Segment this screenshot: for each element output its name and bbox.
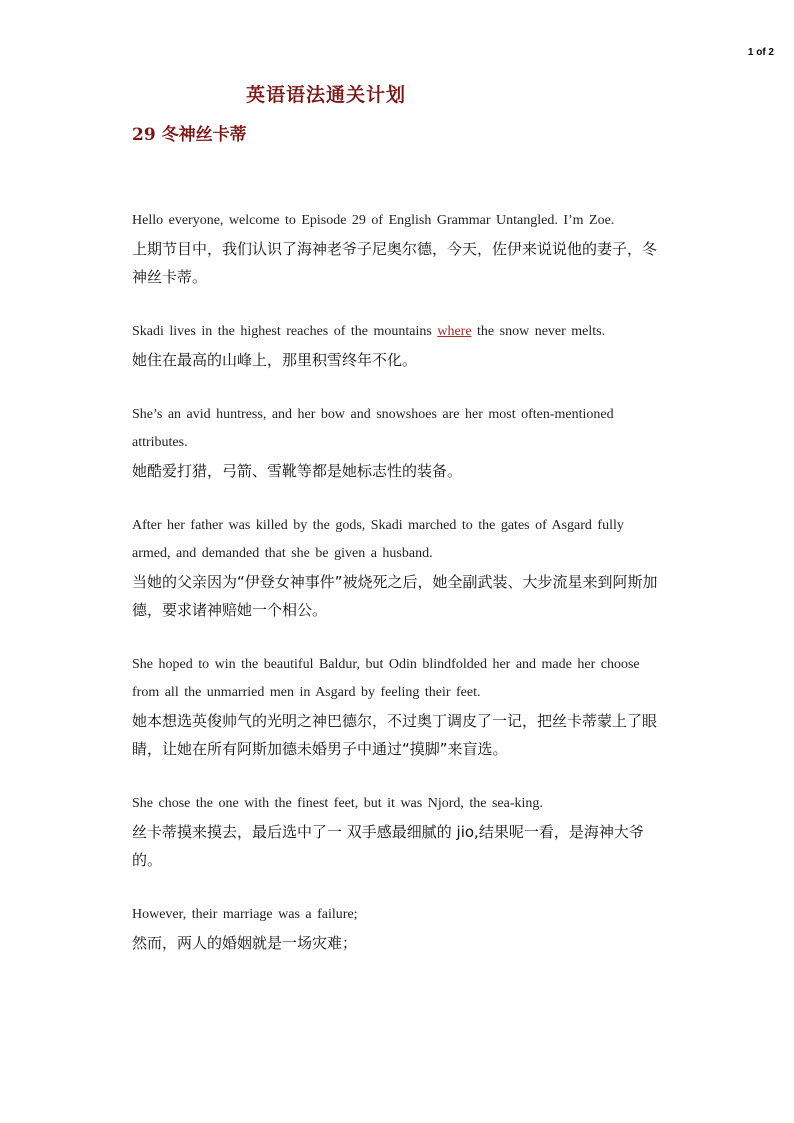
paragraph (132, 651, 667, 763)
chinese-text: 她本想选英俊帅气的光明之神巴德尔，不过奥丁调皮了一记，把丝卡蒂蒙上了眼睛，让她在所有阿斯加德未婚男子中通过“摸脚”来盲选。 (132, 712, 658, 758)
document-title: 英语语法通关计划 (246, 84, 407, 106)
chinese-text: 丝卡蒂摸来摸去，最后选中了一 双手感最细腻的 jio,结果呢一看，是海神大爷的。 (132, 823, 644, 869)
episode-subtitle: 29 冬神丝卡蒂 (132, 125, 247, 145)
english-text: However, their marriage was a failure; (132, 907, 358, 922)
paragraph (132, 512, 667, 624)
chinese-text: 她酷爱打猎，弓箭、雪靴等都是她标志性的装备。 (132, 462, 463, 480)
page-number: 1 of 2 (747, 47, 774, 58)
english-text (132, 318, 667, 346)
english-text: She chose the one with the finest feet, but it was Njord, the sea-king. (132, 796, 543, 811)
english-text: After her father was killed by the gods, Skadi marched to the gates of Asgard fully armed, and demanded that she be given a husband. (132, 518, 624, 561)
chinese-text: 上期节目中，我们认识了海神老爷子尼奥尔德，今天，佐伊来说说他的妻子，冬神丝卡蒂。 (132, 240, 658, 286)
paragraph (132, 790, 667, 874)
paragraph (132, 207, 667, 291)
english-text-after: the snow never melts. (471, 324, 606, 339)
chinese-text: 然而，两人的婚姻就是一场灾难； (132, 934, 358, 952)
english-text: Hello everyone, welcome to Episode 29 of English Grammar Untangled. I’m Zoe. (132, 213, 615, 228)
document-body (132, 207, 667, 984)
english-text-before: Skadi lives in the highest reaches of the mountains (132, 324, 438, 339)
chinese-text: 她住在最高的山峰上，那里积雪终年不化。 (132, 351, 418, 369)
chinese-text: 当她的父亲因为“伊登女神事件”被烧死之后，她全副武装、大步流星来到阿斯加德，要求诸神赔她一个相公。 (132, 573, 658, 619)
paragraph (132, 401, 667, 485)
highlighted-keyword: where (437, 324, 472, 339)
paragraph (132, 318, 667, 374)
english-text: She hoped to win the beautiful Baldur, but Odin blindfolded her and made her choose from all the unmarried men in Asgard by feeling their feet. (132, 657, 640, 700)
paragraph (132, 901, 667, 957)
english-text: She’s an avid huntress, and her bow and snowshoes are her most often-mentioned attributes. (132, 407, 614, 450)
